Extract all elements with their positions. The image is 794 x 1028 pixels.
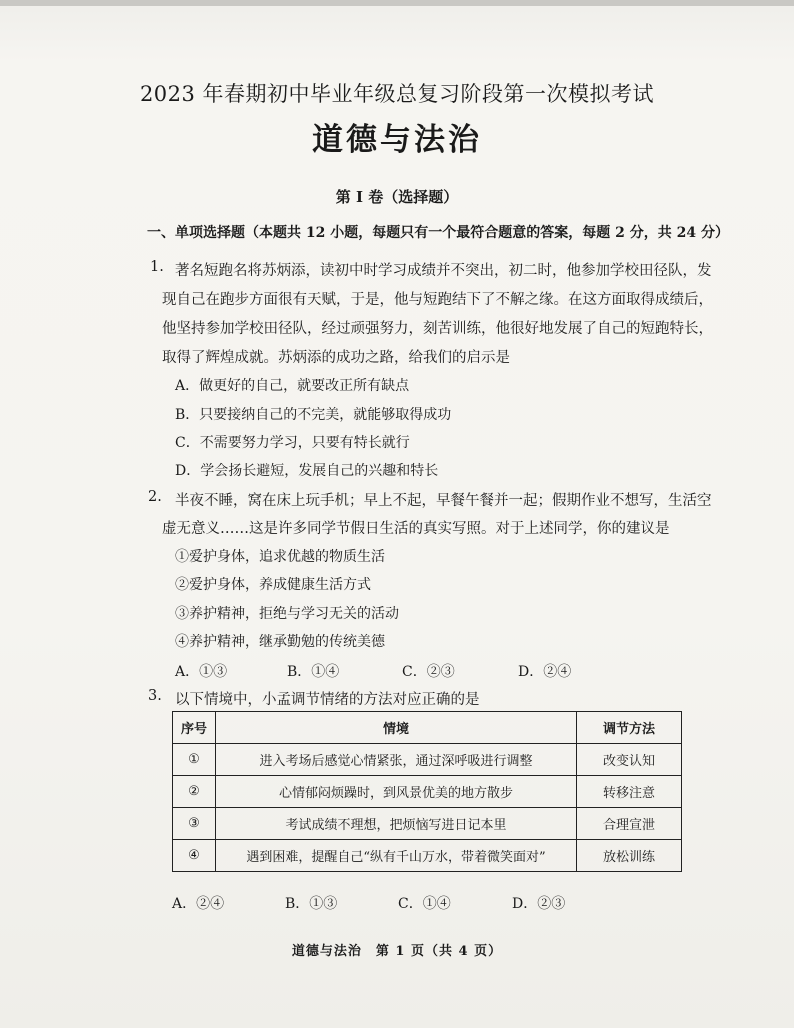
q1-option-c: C．不需要努力学习，只要有特长就行 [175,435,410,451]
q3-stem: 以下情境中，小孟调节情绪的方法对应正确的是 [175,692,480,708]
q1-stem-line: 取得了辉煌成就。苏炳添的成功之路，给我们的启示是 [162,350,510,366]
q3-option-b: B．①③ [285,896,338,912]
table-cell: ④ [173,840,216,872]
q2-option-c: C．②③ [402,664,455,680]
q2-stem-line: 半夜不睡，窝在床上玩手机；早上不起，早餐午餐并一起；假期作业不想写，生活空 [175,493,712,509]
table-cell: 改变认知 [577,744,682,776]
subject-title: 道德与法治 [312,122,482,158]
exam-title: 2023 年春期初中毕业年级总复习阶段第一次模拟考试 [139,82,655,106]
table-header-cell: 调节方法 [577,712,682,744]
table-cell: 合理宣泄 [577,808,682,840]
q2-option-a: A．①③ [175,664,228,680]
q3-option-a: A．②④ [172,896,225,912]
table-row [173,776,682,808]
q2-statement-2: ②爱护身体，养成健康生活方式 [175,577,371,593]
q2-number: 2. [148,489,162,505]
table-header-cell: 情境 [216,712,577,744]
table-row [173,840,682,872]
q2-option-b: B．①④ [287,664,340,680]
table-cell: 遇到困难，提醒自己“纵有千山万水，带着微笑面对” [216,840,577,872]
emotion-regulation-table [172,711,682,872]
q2-statement-1: ①爱护身体，追求优越的物质生活 [175,549,385,565]
table-cell: 进入考场后感觉心情紧张，通过深呼吸进行调整 [216,744,577,776]
q1-option-d: D．学会扬长避短，发展自己的兴趣和特长 [175,463,439,479]
q2-statement-4: ④养护精神，继承勤勉的传统美德 [175,634,385,650]
q2-stem-line: 虚无意义……这是许多同学节假日生活的真实写照。对于上述同学，你的建议是 [162,521,670,537]
table-cell: ② [173,776,216,808]
q3-option-d: D．②③ [512,896,566,912]
q1-option-a: A．做更好的自己，就要改正所有缺点 [175,378,410,394]
section-heading: 一、单项选择题（本题共 12 小题，每题只有一个最符合题意的答案，每题 2 分，共 24 分） [147,225,729,241]
table-cell: ① [173,744,216,776]
table-header-cell: 序号 [173,712,216,744]
q2-statement-3: ③养护精神，拒绝与学习无关的活动 [175,606,399,622]
q1-stem-line: 现自己在跑步方面很有天赋，于是，他与短跑结下了不解之缘。在这方面取得成绩后， [162,292,713,308]
q1-option-b: B．只要接纳自己的不完美，就能够取得成功 [175,407,452,423]
page-footer: 道德与法治 第 1 页（共 4 页） [291,944,503,959]
volume-heading: 第 Ⅰ 卷（选择题） [335,188,459,206]
table-cell: 放松训练 [577,840,682,872]
table-header-row [173,712,682,744]
table-cell: 心情郁闷烦躁时，到风景优美的地方散步 [216,776,577,808]
q1-stem-line: 著名短跑名将苏炳添，读初中时学习成绩并不突出，初二时，他参加学校田径队，发 [175,263,712,279]
q3-number: 3. [148,688,162,704]
q3-option-c: C．①④ [398,896,451,912]
table-cell: 转移注意 [577,776,682,808]
q1-stem-line: 他坚持参加学校田径队，经过顽强努力，刻苦训练，他很好地发展了自己的短跑特长， [162,321,713,337]
scan-edge [0,0,794,6]
table-row [173,744,682,776]
q2-option-d: D．②④ [518,664,572,680]
table-cell: 考试成绩不理想，把烦恼写进日记本里 [216,808,577,840]
table-row [173,808,682,840]
q1-number: 1. [150,259,164,275]
table-cell: ③ [173,808,216,840]
